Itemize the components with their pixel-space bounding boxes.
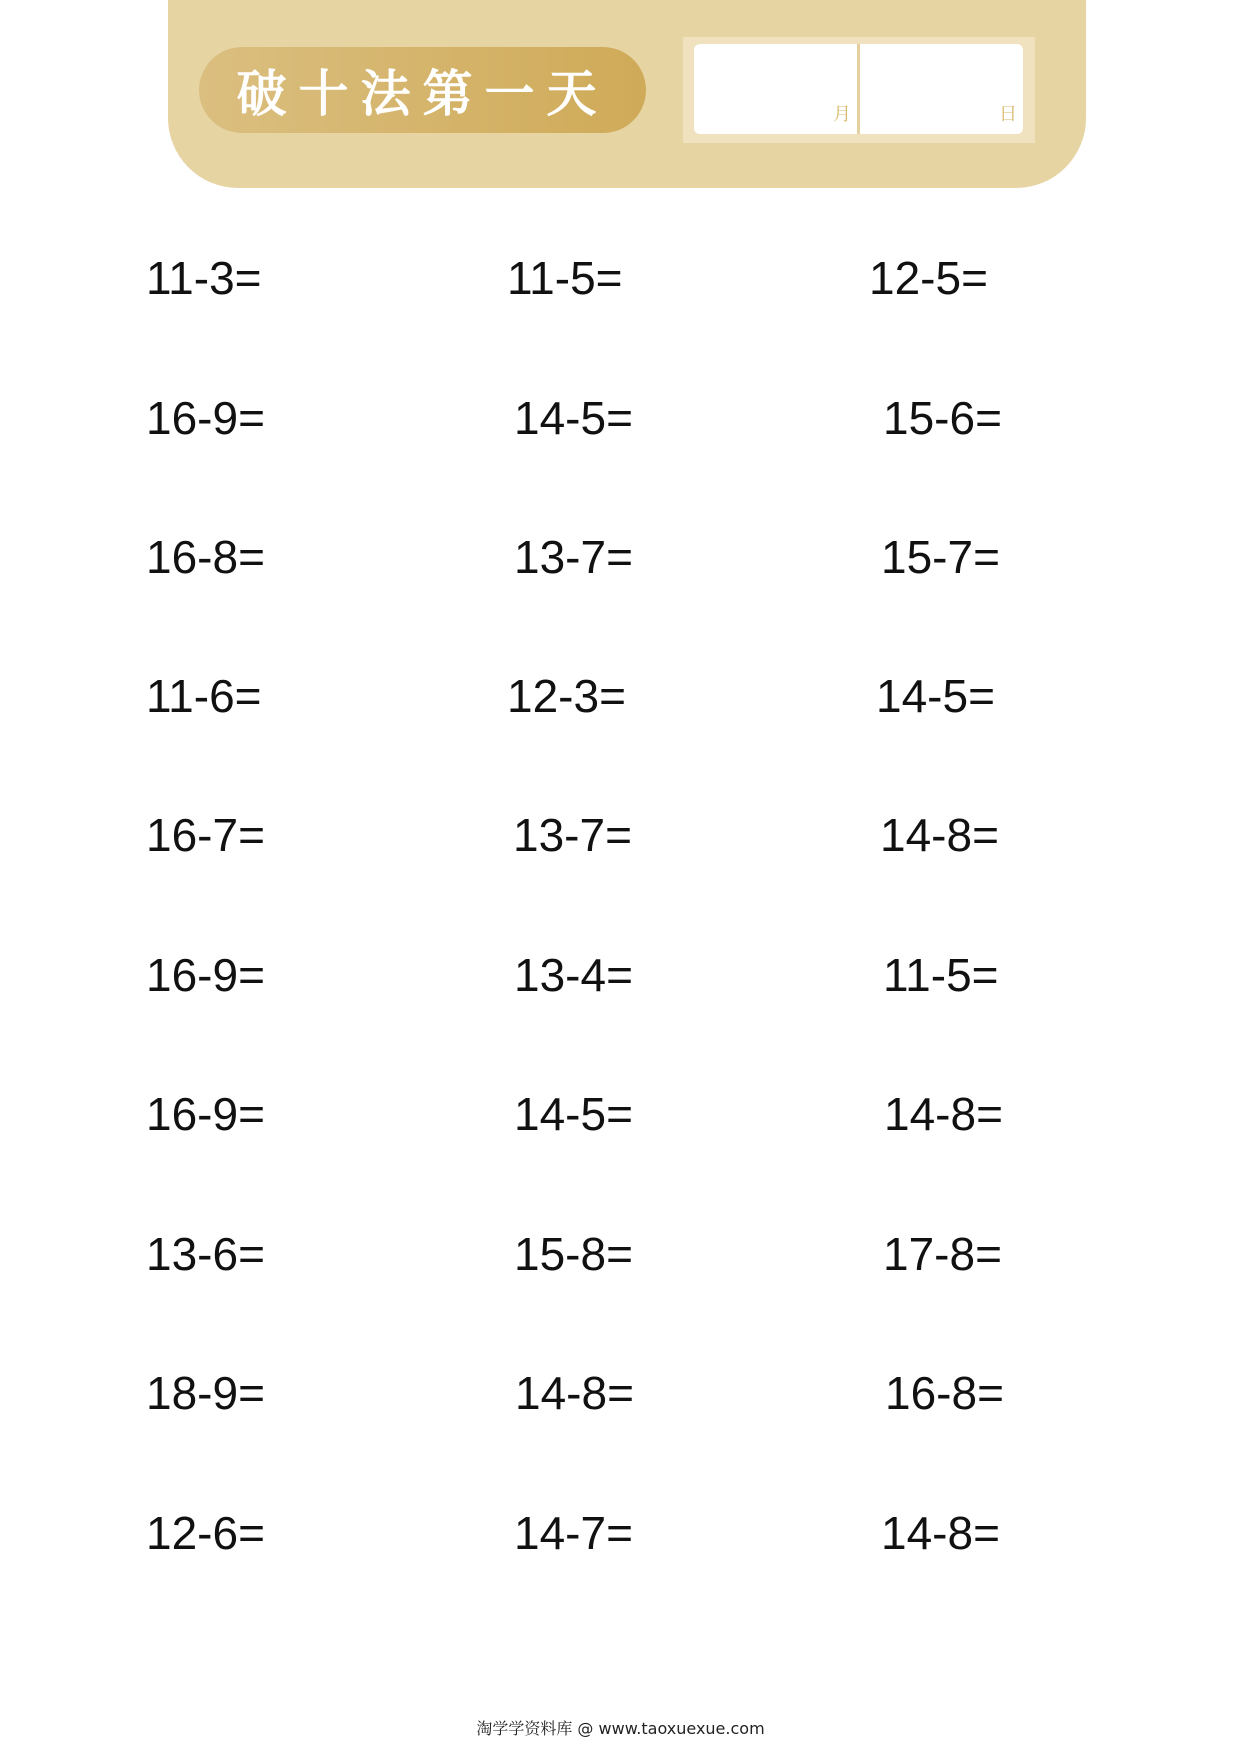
problem-item: 14-7=: [514, 1507, 633, 1559]
problem-item: 14-5=: [514, 1088, 633, 1140]
problem-item: 16-9=: [146, 1088, 265, 1140]
problem-item: 11-3=: [146, 252, 262, 304]
problem-item: 13-7=: [513, 809, 632, 861]
problem-item: 17-8=: [883, 1228, 1002, 1280]
problem-item: 11-6=: [146, 670, 262, 722]
problem-item: 14-5=: [876, 670, 995, 722]
problem-item: 14-8=: [884, 1088, 1003, 1140]
worksheet-title: 破十法第一天: [236, 65, 609, 123]
problem-item: 12-5=: [869, 252, 988, 304]
problem-item: 16-9=: [146, 949, 265, 1001]
problem-item: 15-7=: [881, 531, 1000, 583]
problem-item: 11-5=: [507, 252, 623, 304]
problem-item: 16-8=: [885, 1367, 1004, 1419]
problem-item: 13-6=: [146, 1228, 265, 1280]
problem-item: 14-8=: [880, 809, 999, 861]
month-input-box[interactable]: [694, 44, 857, 134]
problem-item: 14-8=: [881, 1507, 1000, 1559]
worksheet-header: [168, 0, 1086, 188]
problem-item: 15-8=: [514, 1228, 633, 1280]
problem-item: 12-6=: [146, 1507, 265, 1559]
day-label: 日: [999, 104, 1017, 125]
problem-item: 14-8=: [515, 1367, 634, 1419]
problem-item: 13-4=: [514, 949, 633, 1001]
title-banner: [199, 47, 646, 133]
problem-item: 15-6=: [883, 392, 1002, 444]
problem-item: 16-9=: [146, 392, 265, 444]
problem-item: 11-5=: [883, 949, 999, 1001]
date-field: [683, 37, 1035, 143]
footer-watermark: 淘学学资料库 @ www.taoxuexue.com: [476, 1719, 765, 1738]
month-label: 月: [833, 104, 851, 125]
problem-item: 13-7=: [514, 531, 633, 583]
problem-item: 16-7=: [146, 809, 265, 861]
day-input-box[interactable]: [860, 44, 1023, 134]
problem-item: 12-3=: [507, 670, 626, 722]
problem-item: 18-9=: [146, 1367, 265, 1419]
problem-item: 16-8=: [146, 531, 265, 583]
problem-item: 14-5=: [514, 392, 633, 444]
